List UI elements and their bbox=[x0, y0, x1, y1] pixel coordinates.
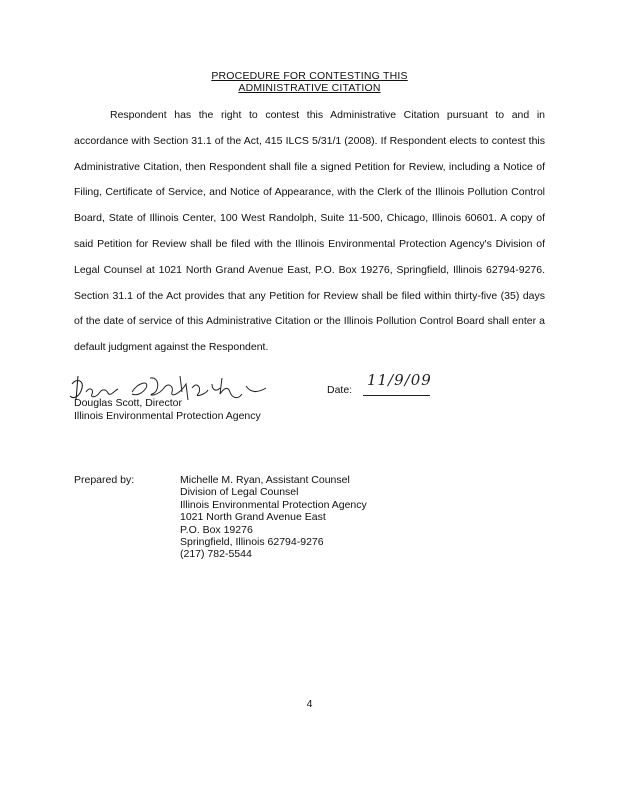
prepared-by-line: Michelle M. Ryan, Assistant Counsel bbox=[180, 474, 350, 486]
date-value: 11/9/09 bbox=[367, 371, 432, 389]
prepared-by-label: Prepared by: bbox=[74, 474, 135, 486]
prepared-by-line: P.O. Box 19276 bbox=[180, 523, 253, 536]
prepared-by-line: Division of Legal Counsel bbox=[180, 486, 299, 499]
signer-name: Douglas Scott, Director bbox=[74, 397, 182, 409]
page-number: 4 bbox=[306, 698, 313, 710]
prepared-by-line: Springfield, Illinois 62794-9276 bbox=[180, 536, 324, 549]
body-paragraph: Respondent has the right to contest this Administrative Citation pursuant to and in accordance with Section 31.1 of the Act, 415 ILCS 5/31/1 (2008). If Respondent elects to contest this Administrative Citation, then Respondent shall file a signed Petition for Review, including a Notice of Filing, Certificate of Service, and Notice of Appearance, with the Clerk of the Illinois Pollution Control Board, State of Illinois Center, 100 West Randolph, Suite 11-500, Chicago, Illinois 60601. A copy of said Petition for Review shall be filed with the Illinois Environmental Protection Agency's Division of Legal Counsel at 1021 North Grand Avenue East, P.O. Box 19276, Springfield, Illinois 62794-9276. Section 31.1 of the Act provides that any Petition for Review shall be filed within thirty-five (35) days of the date of service of this Administrative Citation or the Illinois Pollution Control Board shall enter a default judgment against the Respondent. bbox=[74, 109, 545, 354]
date-label: Date: bbox=[327, 384, 353, 396]
prepared-by-line: Illinois Environmental Protection Agency bbox=[180, 498, 367, 511]
signer-organization: Illinois Environmental Protection Agency bbox=[74, 410, 261, 422]
prepared-by-line: (217) 782-5544 bbox=[180, 548, 252, 561]
heading-line-2: ADMINISTRATIVE CITATION bbox=[238, 82, 381, 94]
heading-line-1: PROCEDURE FOR CONTESTING THIS bbox=[211, 70, 408, 82]
prepared-by-line: 1021 North Grand Avenue East bbox=[180, 511, 326, 524]
date-line bbox=[363, 395, 430, 396]
prepared-by-block bbox=[180, 474, 367, 561]
